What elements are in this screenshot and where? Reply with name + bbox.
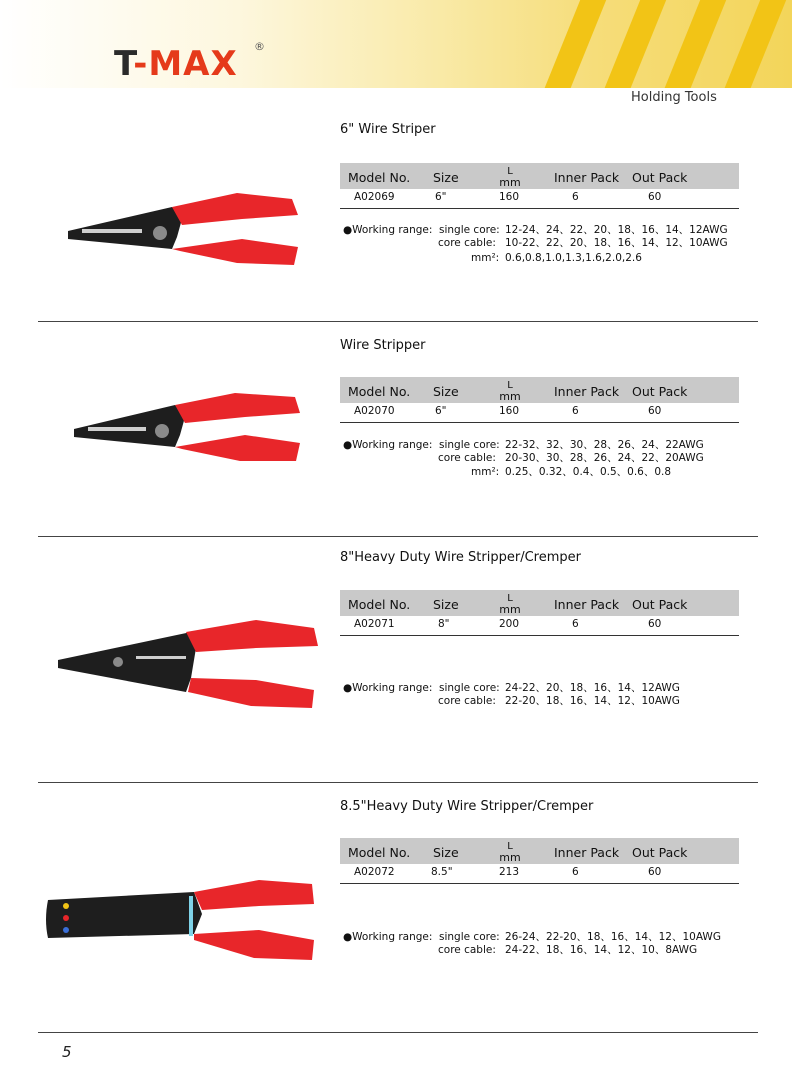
single-core-label: single core: <box>439 224 500 236</box>
crimper-photo <box>44 874 319 974</box>
out-value: 60 <box>648 618 662 630</box>
crimper-photo <box>56 618 321 713</box>
logo-max: -MAX <box>133 44 238 84</box>
spec-header <box>340 838 739 864</box>
col-size: Size <box>433 384 459 399</box>
col-size: Size <box>433 597 459 612</box>
model-value: A02070 <box>354 405 395 417</box>
wire-stripper-photo <box>70 385 305 470</box>
col-inner: Inner Pack <box>554 597 620 612</box>
col-model: Model No. <box>348 384 411 399</box>
core-cable-label: core cable: <box>438 695 496 707</box>
col-out: Out Pack <box>632 597 688 612</box>
model-value: A02072 <box>354 866 395 878</box>
section-divider <box>38 782 758 783</box>
size-value: 8.5" <box>431 866 453 878</box>
category-label: Holding Tools <box>631 90 717 105</box>
length-value: 200 <box>499 618 520 630</box>
section-divider <box>38 536 758 537</box>
size-value: 6" <box>435 405 447 417</box>
single-core-value: 26-24、22-20、18、16、14、12、10AWG <box>505 931 721 943</box>
spec-header <box>340 163 739 189</box>
core-cable-label: core cable: <box>438 237 496 249</box>
col-length: L mm <box>499 841 521 864</box>
out-value: 60 <box>648 191 662 203</box>
col-length: L mm <box>499 166 521 189</box>
col-out: Out Pack <box>632 384 688 399</box>
col-model: Model No. <box>348 170 411 185</box>
spec-header <box>340 377 739 403</box>
core-cable-value: 20-30、30、28、26、24、22、20AWG <box>505 452 704 464</box>
section-divider <box>38 1032 758 1033</box>
inner-value: 6 <box>572 618 579 630</box>
logo-t: T <box>114 44 134 84</box>
spec-row <box>340 404 739 423</box>
single-core-value: 12-24、24、22、20、18、16、14、12AWG <box>505 224 728 236</box>
length-value: 160 <box>499 405 520 417</box>
mm2-value: 0.25、0.32、0.4、0.5、0.6、0.8 <box>505 466 672 478</box>
core-cable-value: 10-22、22、20、18、16、14、12、10AWG <box>505 237 728 249</box>
col-out: Out Pack <box>632 170 688 185</box>
working-range-label: ●Working range: <box>343 439 433 451</box>
single-core-label: single core: <box>439 439 500 451</box>
wire-stripper-photo <box>62 185 307 275</box>
single-core-label: single core: <box>439 931 500 943</box>
mm2-label: mm²: <box>471 252 500 264</box>
working-range-label: ●Working range: <box>343 931 433 943</box>
spec-row <box>340 865 739 884</box>
core-cable-value: 22-20、18、16、14、12、10AWG <box>505 695 680 707</box>
inner-value: 6 <box>572 191 579 203</box>
section-divider <box>38 321 758 322</box>
page-number: 5 <box>62 1043 72 1061</box>
single-core-value: 22-32、32、30、28、26、24、22AWG <box>505 439 704 451</box>
col-size: Size <box>433 845 459 860</box>
col-model: Model No. <box>348 845 411 860</box>
inner-value: 6 <box>572 866 579 878</box>
spec-row <box>340 190 739 209</box>
core-cable-label: core cable: <box>438 452 496 464</box>
single-core-label: single core: <box>439 682 500 694</box>
col-inner: Inner Pack <box>554 170 620 185</box>
core-cable-label: core cable: <box>438 944 496 956</box>
product-title: 8"Heavy Duty Wire Stripper/Cremper <box>340 550 581 565</box>
col-model: Model No. <box>348 597 411 612</box>
core-cable-value: 24-22、18、16、14、12、10、8AWG <box>505 944 698 956</box>
logo-registered: ® <box>254 40 266 53</box>
model-value: A02069 <box>354 191 395 203</box>
size-value: 8" <box>438 618 450 630</box>
col-length: L mm <box>499 593 521 616</box>
col-inner: Inner Pack <box>554 845 620 860</box>
single-core-value: 24-22、20、18、16、14、12AWG <box>505 682 680 694</box>
col-length: L mm <box>499 380 521 403</box>
working-range-label: ●Working range: <box>343 224 433 236</box>
spec-row <box>340 617 739 636</box>
length-value: 160 <box>499 191 520 203</box>
col-out: Out Pack <box>632 845 688 860</box>
working-range-label: ●Working range: <box>343 682 433 694</box>
spec-header <box>340 590 739 616</box>
col-size: Size <box>433 170 459 185</box>
out-value: 60 <box>648 866 662 878</box>
length-value: 213 <box>499 866 520 878</box>
product-title: Wire Stripper <box>340 338 426 353</box>
out-value: 60 <box>648 405 662 417</box>
product-title: 6" Wire Striper <box>340 122 436 137</box>
mm2-value: 0.6,0.8,1.0,1.3,1.6,2.0,2.6 <box>505 252 642 264</box>
model-value: A02071 <box>354 618 395 630</box>
mm2-label: mm²: <box>471 466 500 478</box>
inner-value: 6 <box>572 405 579 417</box>
product-title: 8.5"Heavy Duty Wire Stripper/Cremper <box>340 799 594 814</box>
size-value: 6" <box>435 191 447 203</box>
brand-logo <box>114 40 266 84</box>
col-inner: Inner Pack <box>554 384 620 399</box>
